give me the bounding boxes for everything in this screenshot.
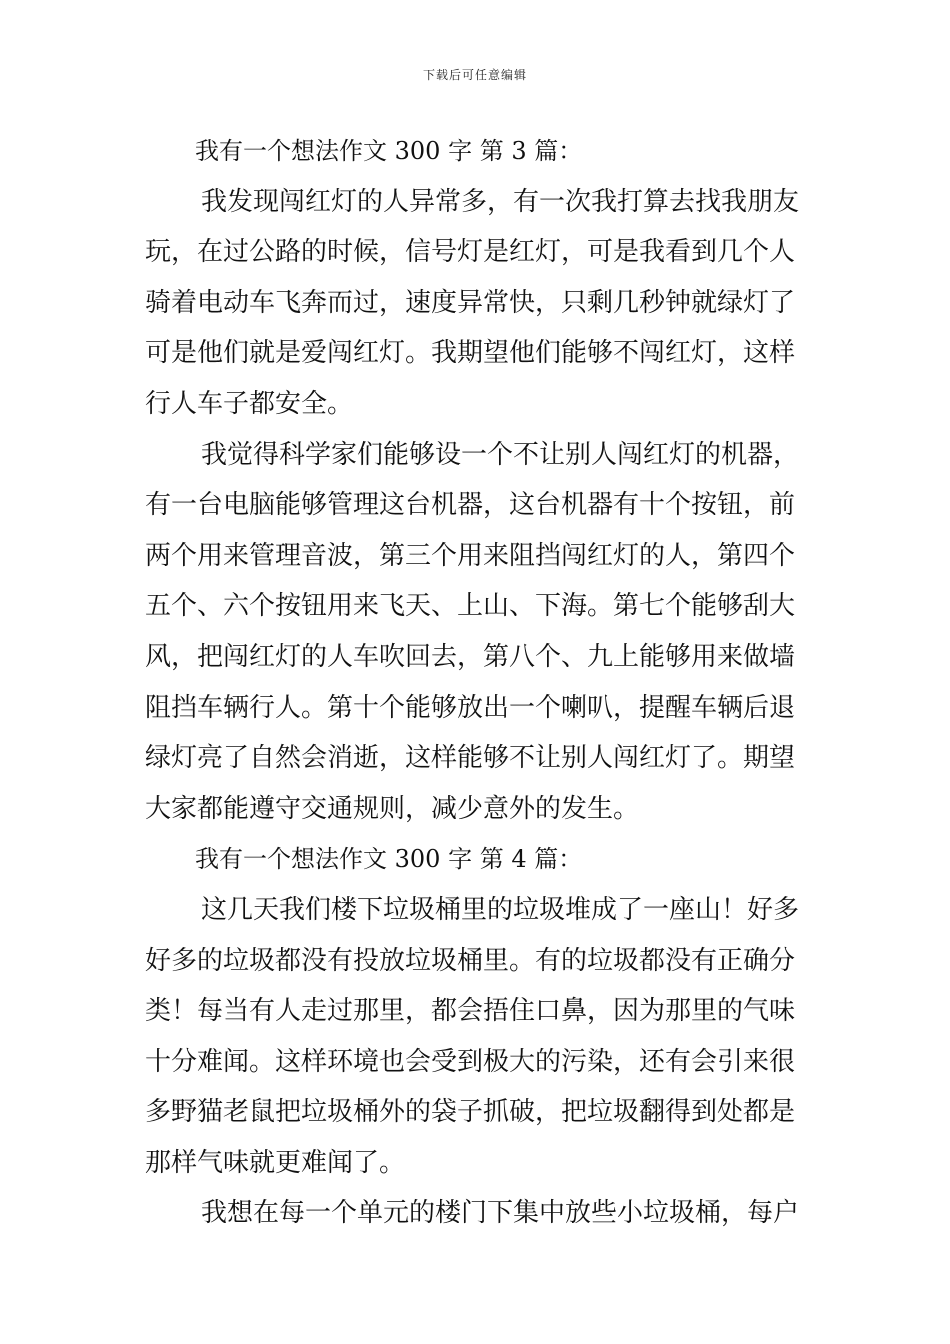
article-3-paragraph-1	[145, 177, 810, 430]
article-4-heading: 我有一个想法作文 300 字 第 4 篇：	[195, 845, 583, 874]
text-line: 两个用来管理音波，第三个用来阻挡闯红灯的人，第四个	[145, 540, 796, 571]
text-line: 行人车子都安全。	[145, 388, 354, 419]
text-line: 玩，在过公路的时候，信号灯是红灯，可是我看到几个人	[145, 237, 796, 268]
text-line: 类！每当有人走过那里，都会捂住口鼻，因为那里的气味	[145, 996, 796, 1027]
text-line: 我发现闯红灯的人异常多，有一次我打算去找我朋友	[201, 186, 800, 217]
article-3-heading: 我有一个想法作文 300 字 第 3 篇：	[195, 137, 583, 165]
article-4-paragraph-2	[145, 1188, 810, 1239]
text-line: 那样气味就更难闻了。	[145, 1147, 406, 1178]
text-line: 骑着电动车飞奔而过，速度异常快，只剩几秒钟就绿灯了	[145, 287, 796, 318]
text-line: 风，把闯红灯的人车吹回去，第八个、九上能够用来做墙	[145, 641, 796, 672]
text-line: 我觉得科学家们能够设一个不让别人闯红灯的机器，	[201, 439, 800, 470]
article-4-paragraph-1	[145, 885, 810, 1189]
text-line: 我想在每一个单元的楼门下集中放些小垃圾桶，每户	[201, 1198, 800, 1229]
text-line: 阻挡车辆行人。第十个能够放出一个喇叭，提醒车辆后退	[145, 692, 796, 723]
text-line: 十分难闻。这样环境也会受到极大的污染，还有会引来很	[145, 1046, 796, 1077]
text-line: 大家都能遵守交通规则，减少意外的发生。	[145, 793, 640, 824]
document-body	[145, 126, 810, 1239]
text-line: 可是他们就是爱闯红灯。我期望他们能够不闯红灯，这样	[145, 338, 796, 369]
text-line: 绿灯亮了自然会消逝，这样能够不让别人闯红灯了。期望	[145, 743, 796, 774]
article-3-paragraph-2	[145, 430, 810, 835]
header-note: 下载后可任意编辑	[422, 68, 527, 82]
text-line: 五个、六个按钮用来飞天、上山、下海。第七个能够刮大	[145, 591, 796, 622]
text-line: 好多的垃圾都没有投放垃圾桶里。有的垃圾都没有正确分	[145, 945, 796, 976]
text-line: 这几天我们楼下垃圾桶里的垃圾堆成了一座山！好多	[201, 894, 800, 925]
text-line: 有一台电脑能够管理这台机器，这台机器有十个按钮，前	[145, 490, 796, 521]
text-line: 多野猫老鼠把垃圾桶外的袋子抓破，把垃圾翻得到处都是	[145, 1097, 796, 1128]
